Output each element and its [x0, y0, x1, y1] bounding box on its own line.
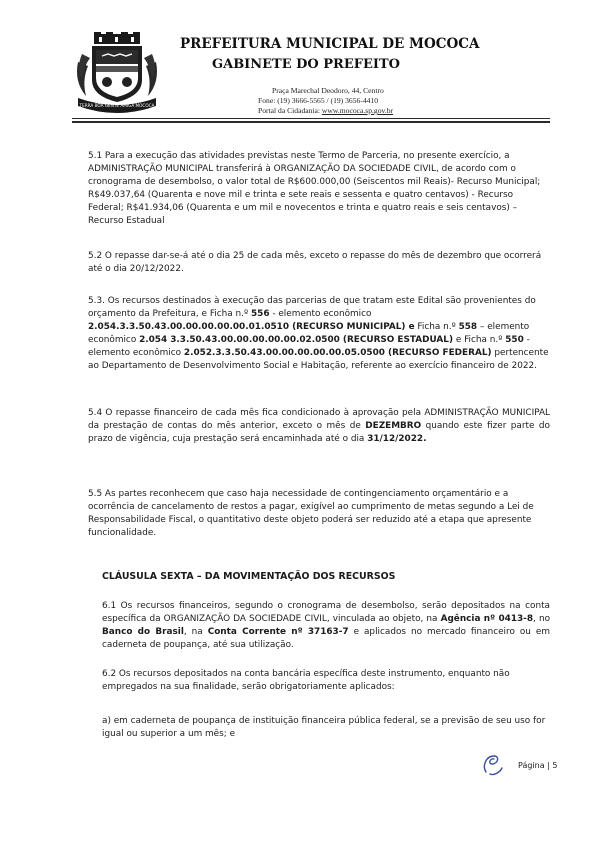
paragraph-5-5: 5.5 As partes reconhecem que caso haja necessidade de contingenciamento orçamentário e a ocorrência de cancelamento de restos a pagar, exigível ao cumprimento de metas segundo a Lei de Responsabilidade Fiscal, o quantitativo deste objeto poderá ser reduzido até a etapa que apresente funcionalidade.	[88, 489, 534, 538]
ficha-550: 550	[505, 335, 524, 345]
deadline-date: 31/12/2022.	[367, 434, 427, 444]
header-subtitle: GABINETE DO PREFEITO	[212, 57, 400, 72]
address-line-1: Praça Marechal Deodoro, 44, Centro	[272, 86, 384, 95]
account-number: Conta Corrente nº 37163-7	[207, 627, 349, 637]
page-number: Página | 5	[518, 761, 558, 770]
ficha-558: 558	[458, 322, 478, 332]
header-title: PREFEITURA MUNICIPAL DE MOCOCA	[180, 36, 480, 52]
paragraph-5-3: 5.3. Os recursos destinados à execução das parcerias de que tratam este Edital são provenientes do orçamento da Prefeitura, e Ficha n.º 556 - elemento econômico 2.054.3.3.50.43.00.00.00.00.00.01.0510 (RECURSO MUNICIPAL) e Ficha n.º 558 – elemento econômico 2.054 3.3.50.43.00.00.00.00.00.02.0500 (RECURSO ESTADUAL) e Ficha n.º 550 - elemento econômico 2.052.3.3.50.43.00.00.00.00.00.05.0500 (RECURSO FEDERAL) pertencente ao Departamento de Desenvolvimento Social e Habitação, referente ao exercício financeiro de 2022.	[88, 296, 549, 371]
portal-label: Portal da Cidadania:	[258, 106, 322, 115]
paragraph-5-1: 5.1 Para a execução das atividades previstas neste Termo de Parceria, no presente exercício, a ADMINISTRAÇÃO MUNICIPAL transferirá à ORGANIZAÇÃO DA SOCIEDADE CIVIL, de acordo com o cronograma de desembolso, o valor total de R$600.000,00 (Seiscentos mil Reais)- Recurso Municipal; R$49.037,64 (Quarenta e nove mil e trinta e sete reais e sessenta e quatro centavos) - Recurso Federal; R$41.934,06 (Quarenta e um mil e novecentos e trinta e quatro reais e seis centavos) – Recurso Estadual	[88, 151, 541, 226]
agency-number: Agência nº 0413-8	[440, 614, 534, 624]
paragraph-5-2: 5.2 O repasse dar-se-á até o dia 25 de cada mês, exceto o repasse do mês de dezembro que ocorrerá até o dia 20/12/2022.	[88, 251, 542, 274]
paragraph-6-2-a: a) em caderneta de poupança de instituição financeira pública federal, se a previsão de seu uso for igual ou superior a um mês; e	[102, 716, 546, 739]
municipal-crest-icon	[72, 32, 162, 114]
address-line-2: Fone: (19) 3666-5565 / (19) 3656-4410	[258, 96, 379, 105]
code-federal: 2.052.3.3.50.43.00.00.00.00.00.05.0500 (RECURSO FEDERAL)	[183, 348, 492, 358]
code-municipal: 2.054.3.3.50.43.00.00.00.00.00.01.0510 (RECURSO MUNICIPAL) e	[88, 322, 415, 332]
portal-link[interactable]: www.mococa.sp.gov.br	[321, 106, 394, 115]
bank-name: Banco do Brasil	[102, 627, 184, 637]
handwritten-initial-icon	[480, 752, 506, 778]
paragraph-6-2: 6.2 Os recursos depositados na conta bancária específica deste instrumento, enquanto não empregados na sua finalidade, serão obrigatoriamente aplicados:	[102, 669, 510, 692]
header-rule-top	[72, 118, 550, 119]
dezembro-bold: DEZEMBRO	[365, 421, 422, 431]
paragraph-6-1: 6.1 Os recursos financeiros, segundo o cronograma de desembolso, serão depositados na conta específica da ORGANIZAÇÃO DA SOCIEDADE CIVIL, vinculada ao objeto, na Agência nº 0413-8, no Banco do Brasil, na Conta Corrente nº 37163-7 e aplicados no mercado financeiro ou em caderneta de poupança, até sua utilização.	[102, 601, 550, 650]
crest-motto: TERRA BOA GENTE AMIGA MOCOCA	[79, 103, 155, 108]
clause-six-heading: CLÁUSULA SEXTA – DA MOVIMENTAÇÃO DOS RECURSOS	[102, 571, 396, 582]
code-estadual: 2.054 3.3.50.43.00.00.00.00.00.02.0500 (RECURSO ESTADUAL)	[139, 335, 453, 345]
header-rule-bottom	[72, 121, 550, 123]
paragraph-5-4: 5.4 O repasse financeiro de cada mês fica condicionado à aprovação pela ADMINISTRAÇÃO MUNICIPAL da prestação de contas do mês anterior, exceto o mês de DEZEMBRO quando este fizer parte do prazo de vigência, cuja prestação será encaminhada até o dia 31/12/2022.	[88, 408, 550, 444]
address-line-3	[258, 106, 468, 115]
ficha-556: 556	[250, 309, 270, 319]
